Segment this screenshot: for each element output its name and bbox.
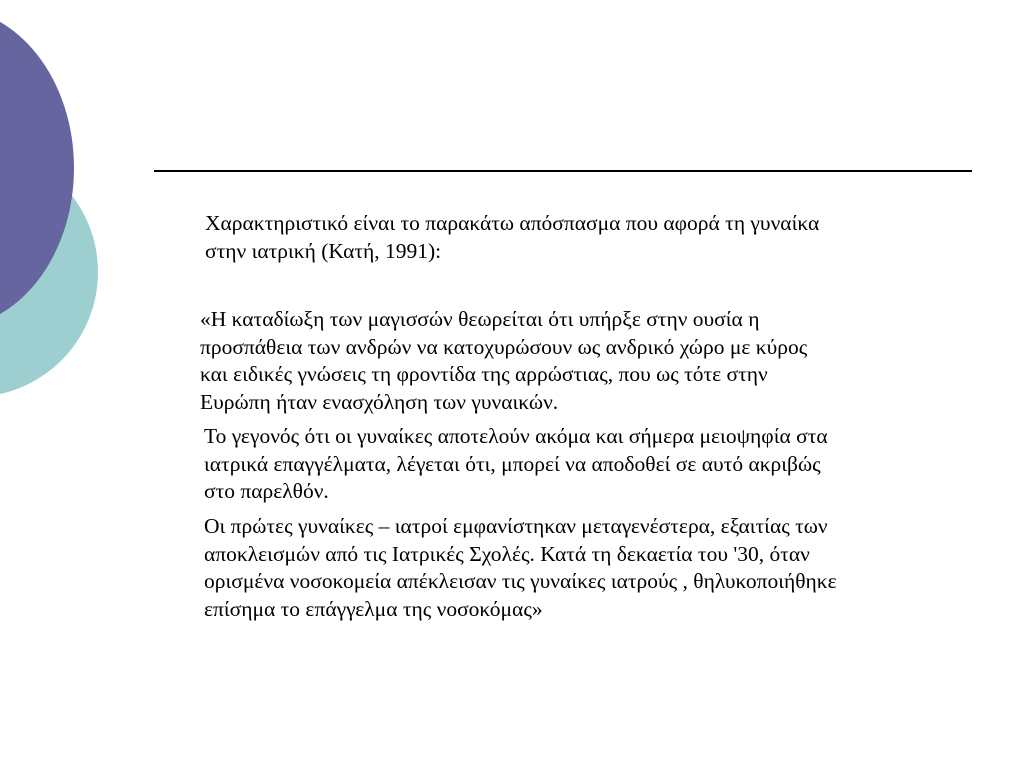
title-divider-line — [154, 170, 972, 172]
intro-paragraph: Χαρακτηριστικό είναι το παρακάτω απόσπασμα που αφορά τη γυναίκα στην ιατρική (Κατή, 1991): — [205, 211, 820, 263]
quote-paragraph-3: Οι πρώτες γυναίκες – ιατροί εμφανίστηκαν μεταγενέστερα, εξαιτίας των αποκλεισμών από τις Ιατρικές Σχολές. Κατά τη δεκαετία του '30, όταν ορισμένα νοσοκομεία απέκλεισαν τις γυναίκες ιατρούς , θηλυκοποιήθηκε επίσημα το επάγγελμα της νοσοκόμας» — [204, 514, 837, 621]
quote-paragraph-1: «Η καταδίωξη των μαγισσών θεωρείται ότι υπήρξε στην ουσία η προσπάθεια των ανδρών να κατοχυρώσουν ως ανδρικό χώρο με κύρος και ειδικές γνώσεις τη φροντίδα της αρρώστιας, που ως τότε στην Ευρώπη ήταν ενασχόληση των γυναικών. — [200, 307, 808, 414]
quote-paragraph-2: Το γεγονός ότι οι γυναίκες αποτελούν ακόμα και σήμερα μειοψηφία στα ιατρικά επαγγέλματα, λέγεται ότι, μπορεί να αποδοθεί σε αυτό ακριβώς στο παρελθόν. — [204, 424, 828, 503]
